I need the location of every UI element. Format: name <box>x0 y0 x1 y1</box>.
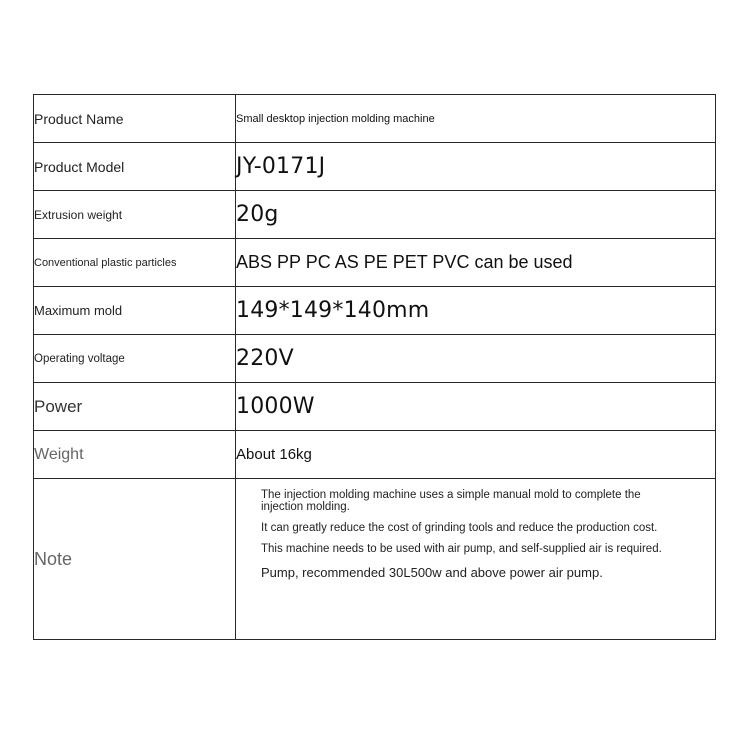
spec-row-power <box>34 383 716 431</box>
note-content <box>236 479 716 640</box>
spec-label: Power <box>34 383 236 431</box>
note-line: This machine needs to be used with air pump, and self-supplied air is required. <box>261 543 662 555</box>
spec-row-note <box>34 479 716 640</box>
note-line: It can greatly reduce the cost of grinding tools and reduce the production cost. <box>261 522 658 534</box>
note-line: Pump, recommended 30L500w and above power air pump. <box>261 565 603 580</box>
note-label: Note <box>34 479 236 640</box>
spec-value: 20g <box>236 191 716 239</box>
spec-row-product-model <box>34 143 716 191</box>
note-line: The injection molding machine uses a simple manual mold to complete the injection molding. <box>261 489 641 513</box>
spec-label: Product Model <box>34 143 236 191</box>
spec-row-weight <box>34 431 716 479</box>
spec-label: Maximum mold <box>34 287 236 335</box>
spec-row-product-name <box>34 95 716 143</box>
spec-label: Operating voltage <box>34 335 236 383</box>
spec-label: Weight <box>34 431 236 479</box>
spec-value: Small desktop injection molding machine <box>236 95 716 143</box>
spec-label: Extrusion weight <box>34 191 236 239</box>
spec-row-operating-voltage <box>34 335 716 383</box>
spec-row-extrusion-weight <box>34 191 716 239</box>
spec-label: Conventional plastic particles <box>34 239 236 287</box>
spec-row-plastic-particles <box>34 239 716 287</box>
spec-value: About 16kg <box>236 431 716 479</box>
spec-value: JY-0171J <box>236 143 716 191</box>
spec-value: 220V <box>236 335 716 383</box>
spec-label: Product Name <box>34 95 236 143</box>
spec-row-maximum-mold <box>34 287 716 335</box>
product-spec-table <box>33 94 716 640</box>
spec-value: 149*149*140mm <box>236 287 716 335</box>
spec-value: ABS PP PC AS PE PET PVC can be used <box>236 239 716 287</box>
spec-value: 1000W <box>236 383 716 431</box>
